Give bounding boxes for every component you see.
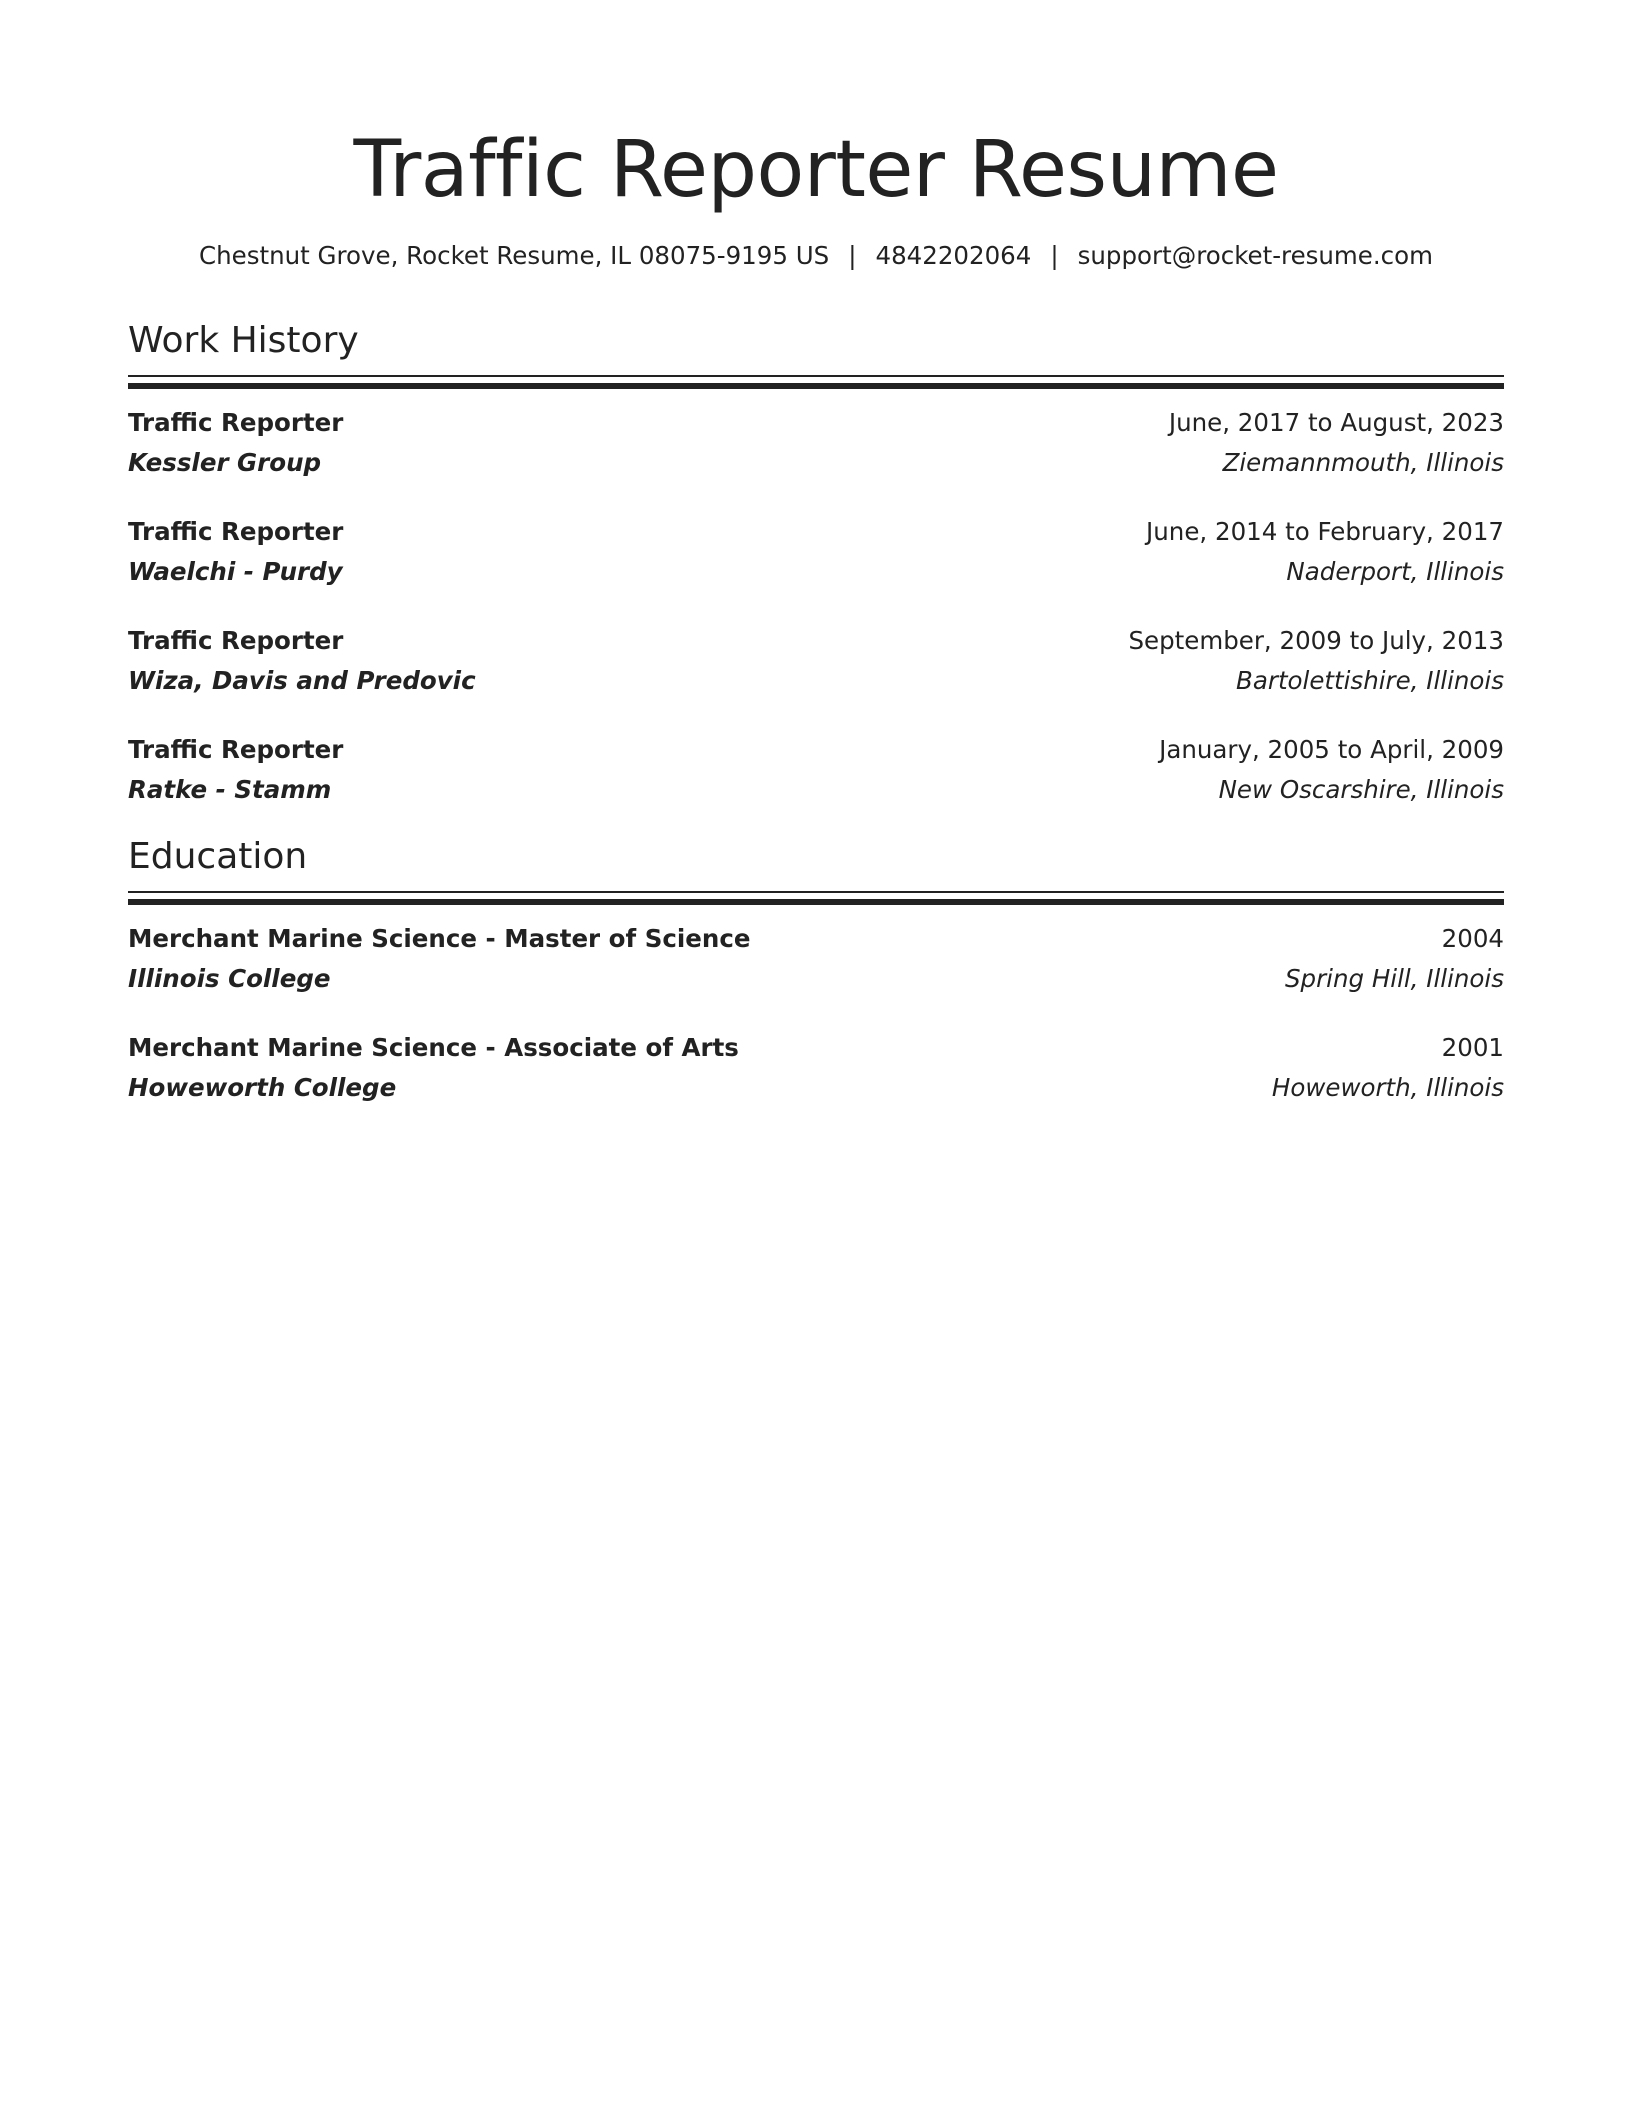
graduation-year: 2004 [1441,924,1504,953]
degree: Merchant Marine Science - Associate of Arts [128,1033,739,1062]
school-location: Spring Hill, Illinois [1284,964,1504,993]
contact-line [128,238,1504,274]
job-company: Kessler Group [128,448,322,477]
section-divider [128,375,1504,389]
job-title: Traffic Reporter [128,517,344,546]
contact-address: Chestnut Grove, Rocket Resume, IL 08075-9195 US [199,241,830,270]
contact-email: support@rocket-resume.com [1077,241,1433,270]
job-location: New Oscarshire, Illinois [1218,775,1504,804]
job-location: Ziemannmouth, Illinois [1222,448,1504,477]
job-company: Ratke - Stamm [128,775,332,804]
job-title: Traffic Reporter [128,626,344,655]
job-dates: June, 2017 to August, 2023 [1168,408,1504,437]
school-location: Howeworth, Illinois [1271,1073,1504,1102]
school-name: Illinois College [128,964,331,993]
section-heading-work-history: Work History [128,320,359,361]
degree: Merchant Marine Science - Master of Science [128,924,751,953]
job-dates: June, 2014 to February, 2017 [1146,517,1504,546]
education-entry [128,1028,1504,1108]
contact-separator: | [1050,241,1059,270]
job-title: Traffic Reporter [128,735,344,764]
graduation-year: 2001 [1441,1033,1504,1062]
job-dates: January, 2005 to April, 2009 [1159,735,1504,764]
work-entry [128,730,1504,810]
education-entry [128,919,1504,999]
job-dates: September, 2009 to July, 2013 [1128,626,1504,655]
job-title: Traffic Reporter [128,408,344,437]
contact-phone: 4842202064 [875,241,1032,270]
job-company: Waelchi - Purdy [128,557,343,586]
work-entry [128,403,1504,483]
job-company: Wiza, Davis and Predovic [128,666,476,695]
section-heading-education: Education [128,836,308,877]
job-location: Bartolettishire, Illinois [1236,666,1504,695]
education-section [128,832,1504,1108]
contact-separator: | [848,241,857,270]
work-entry [128,621,1504,701]
section-divider [128,891,1504,905]
job-location: Naderport, Illinois [1286,557,1504,586]
page-title: Traffic Reporter Resume [353,125,1279,215]
work-entry [128,512,1504,592]
work-history-section [128,316,1504,810]
school-name: Howeworth College [128,1073,397,1102]
